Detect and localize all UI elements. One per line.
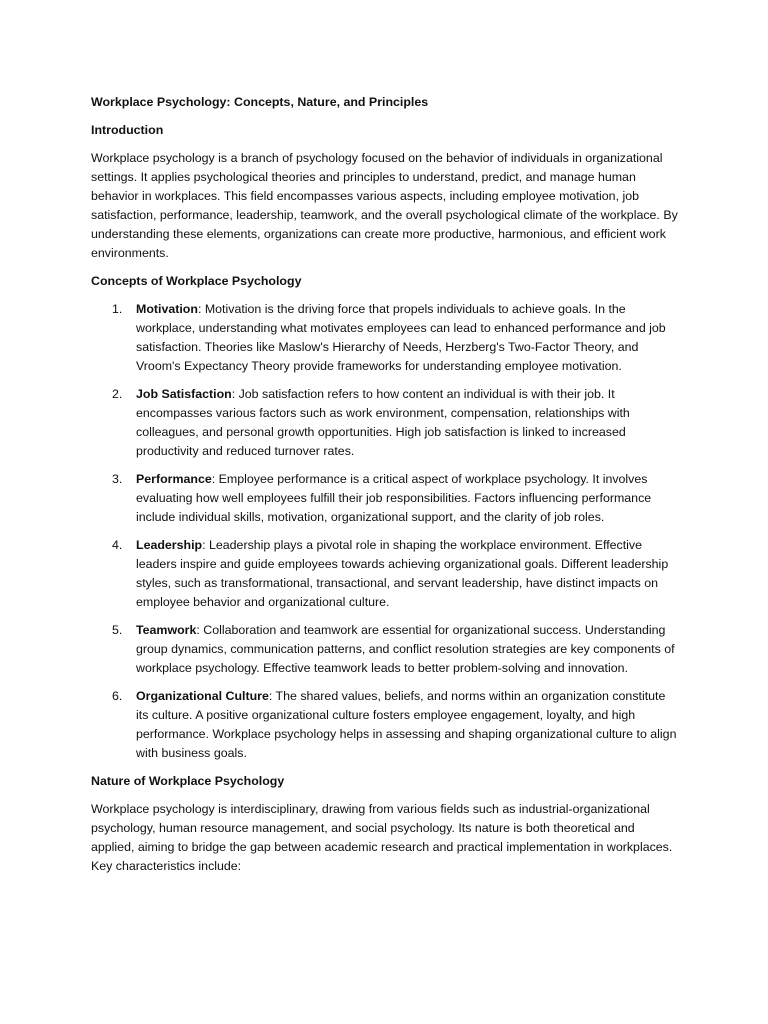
list-item-term: Motivation: [136, 302, 198, 316]
list-item: [91, 470, 681, 527]
list-item-text: : Leadership plays a pivotal role in shaping the workplace environment. Effective leaders inspire and guide employees towards achieving organizational goals. Different leadership styles, such as transformational, transactional, and servant leadership, have distinct impacts on employee behavior and organizational culture.: [136, 538, 669, 609]
concepts-heading: Concepts of Workplace Psychology: [91, 274, 302, 288]
introduction-heading: Introduction: [91, 123, 164, 137]
list-item-text: : The shared values, beliefs, and norms within an organization constitute its culture. A positive organizational culture fosters employee engagement, loyalty, and high performance. Workplace psychology helps in assessing and shaping organizational culture to align with business goals.: [136, 689, 677, 760]
list-item-number: 6.: [112, 689, 123, 703]
list-item: [91, 687, 681, 763]
nature-paragraph: Workplace psychology is interdisciplinary, drawing from various fields such as industrial-organizational psychology, human resource management, and social psychology. Its nature is both theoretical and applied, aiming to bridge the gap between academic research and practical implementation in workplaces. Key characteristics include:: [91, 802, 673, 873]
concepts-list: [91, 300, 681, 763]
list-item-term: Job Satisfaction: [136, 387, 232, 401]
document-body: [91, 93, 681, 885]
list-item-number: 3.: [112, 472, 123, 486]
nature-heading: Nature of Workplace Psychology: [91, 774, 285, 788]
list-item-number: 4.: [112, 538, 123, 552]
list-item-text: : Collaboration and teamwork are essential for organizational success. Understanding group dynamics, communication patterns, and conflict resolution strategies are key components of workplace psychology. Effective teamwork leads to better problem-solving and innovation.: [136, 623, 675, 675]
list-item: [91, 621, 681, 678]
list-item-number: 2.: [112, 387, 123, 401]
list-item-text: : Job satisfaction refers to how content an individual is with their job. It encompasses various factors such as work environment, compensation, relationships with colleagues, and personal growth opportunities. High job satisfaction is linked to increased productivity and reduced turnover rates.: [136, 387, 630, 458]
list-item-term: Teamwork: [136, 623, 197, 637]
list-item-text: : Employee performance is a critical aspect of workplace psychology. It involves evaluating how well employees fulfill their job responsibilities. Factors influencing performance include individual skills, motivation, organizational support, and the clarity of job roles.: [136, 472, 652, 524]
introduction-paragraph: Workplace psychology is a branch of psychology focused on the behavior of individuals in organizational settings. It applies psychological theories and principles to understand, predict, and manage human behavior in workplaces. This field encompasses various aspects, including employee motivation, job satisfaction, performance, leadership, teamwork, and the overall psychological climate of the workplace. By understanding these elements, organizations can create more productive, harmonious, and efficient work environments.: [91, 151, 678, 260]
list-item-number: 1.: [112, 302, 123, 316]
document-title: Workplace Psychology: Concepts, Nature, and Principles: [91, 95, 429, 109]
list-item-term: Leadership: [136, 538, 203, 552]
list-item-text: : Motivation is the driving force that propels individuals to achieve goals. In the workplace, understanding what motivates employees can lead to enhanced performance and job satisfaction. Theories like Maslow's Hierarchy of Needs, Herzberg's Two-Factor Theory, and Vroom's Expectancy Theory provide frameworks for understanding employee motivation.: [136, 302, 666, 373]
list-item: [91, 536, 681, 612]
list-item-number: 5.: [112, 623, 123, 637]
list-item-term: Performance: [136, 472, 212, 486]
list-item: [91, 300, 681, 376]
list-item-term: Organizational Culture: [136, 689, 269, 703]
list-item: [91, 385, 681, 461]
